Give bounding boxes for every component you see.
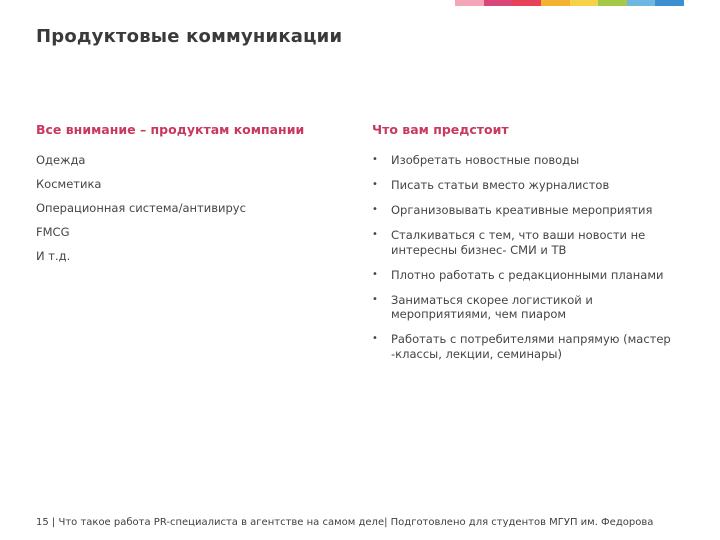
bullet-list-item xyxy=(372,293,682,322)
bullet-text: Изобретать новостные поводы xyxy=(391,153,580,167)
bullet-icon: • xyxy=(372,229,378,240)
bullet-list-item xyxy=(372,178,682,193)
stripe-segment xyxy=(627,0,656,6)
list-item: Косметика xyxy=(36,177,102,191)
bullet-list-item xyxy=(372,332,682,361)
stripe-segment xyxy=(512,0,541,6)
bullet-icon: • xyxy=(372,333,378,344)
list-item: Операционная система/антивирус xyxy=(36,201,246,215)
bullet-icon: • xyxy=(372,268,378,280)
bullet-icon: • xyxy=(372,204,378,215)
stripe-segment xyxy=(655,0,684,6)
stripe-segment xyxy=(570,0,599,6)
stripe-segment xyxy=(541,0,570,6)
bullet-text: Писать статьи вместо журналистов xyxy=(391,178,610,192)
right-column xyxy=(372,121,682,372)
bullet-list-item xyxy=(372,203,682,218)
list-item: FMCG xyxy=(36,225,70,239)
bullet-text: Заниматься скорее логистикой и мероприятиями, чем пиаром xyxy=(391,292,593,321)
list-item: И т.д. xyxy=(36,249,71,263)
bullet-list-item xyxy=(372,268,682,283)
bullet-text: Сталкиваться с тем, что ваши новости не интересны бизнес- СМИ и ТВ xyxy=(391,228,646,257)
bullet-icon: • xyxy=(372,179,378,190)
left-column xyxy=(36,121,356,273)
slide-title: Продуктовые коммуникации xyxy=(36,26,343,47)
left-column-heading: Все внимание – продуктам компании xyxy=(36,122,305,137)
list-item: Одежда xyxy=(36,153,86,167)
bullet-text: Плотно работать с редакционными планами xyxy=(391,267,664,282)
stripe-segment xyxy=(455,0,484,6)
slide-footer xyxy=(36,517,653,528)
bullet-list-item xyxy=(372,228,682,257)
page-number: 15 xyxy=(36,517,49,528)
bullet-icon: • xyxy=(372,293,378,305)
bullet-icon: • xyxy=(372,154,378,165)
bullet-list-item xyxy=(372,153,682,168)
stripe-segment xyxy=(484,0,513,6)
stripe-segment xyxy=(598,0,627,6)
bullet-text: Работать с потребителями напрямую (мастер -классы, лекции, семинары) xyxy=(391,332,671,361)
bullet-text: Организовывать креативные мероприятия xyxy=(391,203,653,217)
right-column-heading: Что вам предстоит xyxy=(372,122,509,137)
footer-text: | Что такое работа PR-специалиста в агентстве на самом деле| Подготовлено для студентов МГУП им. Федорова xyxy=(51,517,654,528)
